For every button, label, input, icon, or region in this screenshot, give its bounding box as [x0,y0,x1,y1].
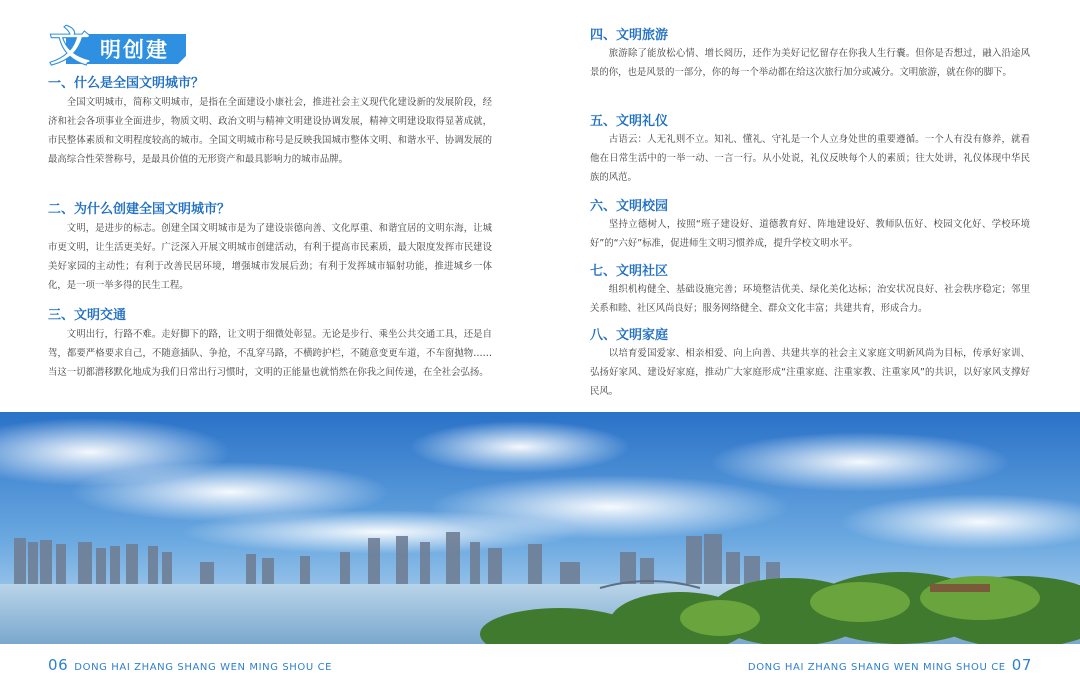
section-heading: 八、文明家庭 [590,328,669,343]
section-heading: 四、文明旅游 [590,28,669,43]
page-number-right: 07 [1011,656,1032,674]
section-paragraph: 全国文明城市，简称文明城市，是指在全面建设小康社会，推进社会主义现代化建设新的发展阶段，经济和社会各项事业全面进步，物质文明、政治文明与精神文明建设协调发展，精神文明建设取得显著成就，市民整体素质和文明程度较高的城市。全国文明城市称号是反映我国城市整体文明、和谐水平、协调发展的最高综合性荣誉称号，是最具价值的无形资产和最具影响力的城市品牌。 [48,97,492,165]
section-paragraph: 文明出行，行路不难。走好脚下的路，让文明于细微处彰显。无论是步行、乘坐公共交通工具，还是自驾，都要严格要求自己，不随意插队、争抢，不乱穿马路，不横跨护栏，不随意变更车道，不车窗抛物……当这一切都潜移默化地成为我们日常出行习惯时，文明的正能量也就悄然在你我之间传递，在全社会弘扬。 [48,329,492,378]
section-heading: 一、什么是全国文明城市？ [48,76,205,91]
section-heading: 二、为什么创建全国文明城市？ [48,202,231,217]
page-number-left: 06 [48,656,69,674]
section-paragraph: 古语云：人无礼则不立。知礼、懂礼、守礼是一个人立身处世的重要遵循。一个人有没有修养，就看他在日常生活中的一举一动、一言一行。从小处说，礼仪反映每个人的素质；往大处讲，礼仪体现中华民族的风范。 [590,134,1030,183]
footer-title-right: DONG HAI ZHANG SHANG WEN MING SHOU CE [747,662,1006,673]
logo-text: 明创建 [100,38,169,62]
city-skyline-photo [0,412,1080,644]
section-paragraph: 旅游除了能放松心情、增长阅历，还作为美好记忆留存在你我人生行囊。但你是否想过，融入沿途风景的你，也是风景的一部分，你的每一个举动都在给这次旅行加分或减分。文明旅游，就在你的脚下。 [590,48,1030,78]
section-paragraph: 组织机构健全、基础设施完善；环境整洁优美、绿化美化达标；治安状况良好、社会秩序稳定；邻里关系和睦、社区风尚良好；服务网络健全、群众文化丰富；共建共育，形成合力。 [590,284,1030,314]
footer-left [48,656,332,674]
section-heading: 六、文明校园 [590,199,669,214]
section-paragraph: 以培育爱国爱家、相亲相爱、向上向善、共建共享的社会主义家庭文明新风尚为目标，传承好家训、弘扬好家风、建设好家庭，推动广大家庭形成“注重家庭、注重家教、注重家风”的共识，以好家风支撑好民风。 [590,348,1030,397]
footer-right [748,656,1032,674]
section-heading: 三、文明交通 [48,308,127,323]
footer-title-left: DONG HAI ZHANG SHANG WEN MING SHOU CE [74,662,333,673]
section-heading: 七、文明社区 [590,264,669,279]
logo-letter: 文 [50,24,90,70]
section-logo [48,16,198,72]
section-paragraph: 文明，是进步的标志。创建全国文明城市是为了建设崇德向善、文化厚重、和谐宜居的文明东海，让城市更文明，让生活更美好。广泛深入开展文明城市创建活动，有利于提高市民素质，最大限度发挥市民建设美好家园的主动性；有利于改善民居环境，增强城市发展后劲；有利于发挥城市辐射功能，推进城乡一体化，是一项一举多得的民生工程。 [48,223,492,291]
section-heading: 五、文明礼仪 [590,114,669,129]
section-paragraph: 坚持立德树人，按照“班子建设好、道德教育好、阵地建设好、教师队伍好、校园文化好、学校环境好”的“六好”标准，促进师生文明习惯养成，提升学校文明水平。 [590,219,1030,249]
